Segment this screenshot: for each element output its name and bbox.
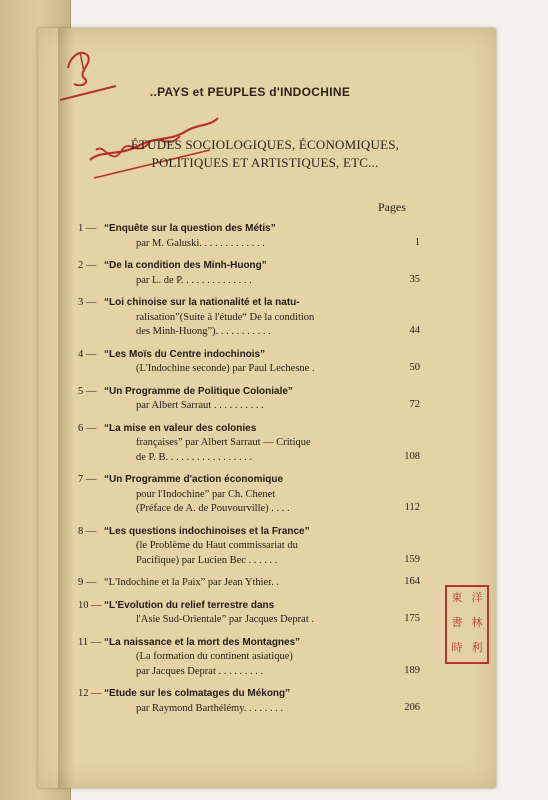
toc-entry-line: l'Asie Sud-Orientale” par Jacques Deprat . — [136, 614, 314, 625]
subtitle — [100, 136, 430, 172]
toc-entry-number: 4 — — [78, 348, 97, 360]
toc-entry-line: par Raymond Barthélémy. . . . . . . . — [136, 702, 284, 714]
toc-entry-title: “Un Programme d'action économique — [104, 474, 284, 485]
toc-entry-number: 7 — — [78, 474, 97, 485]
stamp-glyph: 東 — [451, 592, 463, 604]
toc-entry-line: (Préface de A. de Pouvourville) . . . . — [136, 503, 290, 514]
toc-entry-line: de P. B. . . . . . . . . . . . . . . . . — [136, 451, 253, 463]
toc-page-number: 206 — [404, 701, 420, 713]
toc-entry-number: 3 — — [78, 297, 97, 308]
toc-page-number: 35 — [409, 273, 420, 285]
toc-entry-line: par M. Galuski. . . . . . . . . . . . . — [136, 237, 265, 249]
toc-page-number: 189 — [404, 664, 420, 676]
toc-entry-title: “De la condition des Minh-Huong” — [104, 260, 267, 271]
toc-entry-line: (le Problème du Haut commissariat du — [136, 540, 298, 551]
toc-entry-number: 8 — — [78, 525, 97, 537]
stamp-glyph: 書 — [451, 617, 463, 629]
toc-entry-title: “L'Evolution du relief terrestre dans — [104, 599, 275, 611]
toc-entry-line: ralisation”(Suite à l'étude“ De la condition — [136, 311, 315, 323]
toc-entry-title: “Etude sur les colmatages du Mékong” — [104, 688, 291, 699]
toc-entry-line: par Albert Sarraut . . . . . . . . . . — [136, 400, 264, 411]
toc-page-number: 164 — [404, 576, 420, 587]
toc-entry-title: “Les questions indochinoises et la France” — [104, 525, 310, 537]
stamp-glyph: 利 — [471, 642, 483, 654]
stamp-glyph: 洋 — [471, 592, 483, 604]
toc-page-number: 175 — [404, 613, 420, 624]
toc-entry-title: “Enquête sur la question des Métis” — [104, 223, 276, 234]
stamp-glyph: 時 — [451, 642, 463, 654]
toc-entry-line: par Jacques Deprat . . . . . . . . . — [136, 665, 264, 677]
toc-page-number: 108 — [404, 450, 420, 462]
toc-entry-number: 10 — — [78, 599, 102, 611]
toc-entry-number: 11 — — [78, 636, 102, 648]
toc-entry-number: 2 — — [78, 260, 97, 271]
subtitle-line-1: ÉTUDES SOCIOLOGIQUES, ÉCONOMIQUES, — [130, 137, 400, 152]
toc-entry-title: “L'Indochine et la Paix” par Jean Ythier. . — [104, 577, 279, 588]
toc-entry-title: “Loi chinoise sur la nationalité et la natu- — [104, 297, 300, 308]
red-seal-stamp — [445, 585, 489, 664]
toc-entry-line: (La formation du continent asiatique) — [136, 651, 293, 662]
toc-page-number: 72 — [409, 399, 420, 410]
toc-entry-line: pour l'Indochine” par Ch. Chenet — [136, 488, 276, 500]
toc-page-number: 159 — [404, 553, 420, 565]
toc-entry-number: 12 — — [78, 688, 102, 699]
toc-entry-number: 9 — — [78, 577, 97, 588]
toc-entry-line: (L'Indochine seconde) par Paul Lechesne . — [136, 363, 315, 374]
toc-page-number: 44 — [409, 325, 420, 336]
toc-entry-title: “La naissance et la mort des Montagnes” — [104, 636, 301, 648]
pages-column-label: Pages — [378, 200, 406, 214]
toc-entry-line: par L. de P. . . . . . . . . . . . . . — [136, 274, 252, 286]
series-title: ..PAYS et PEUPLES d'INDOCHINE — [149, 85, 351, 99]
toc-entry-number: 1 — — [78, 223, 97, 234]
stamp-glyph: 林 — [471, 617, 483, 629]
toc-entry-title: “La mise en valeur des colonies — [104, 422, 257, 434]
toc-entry-title: “Un Programme de Politique Coloniale” — [104, 385, 293, 397]
toc-entry-line: des Minh-Huong”). . . . . . . . . . . — [136, 326, 271, 337]
toc-entry-number: 5 — — [78, 385, 97, 397]
toc-entry-line: françaises” par Albert Sarraut — Critique — [136, 437, 311, 448]
toc-entry-title: “Les Moïs du Centre indochinois” — [104, 348, 266, 360]
toc-entry-number: 6 — — [78, 422, 97, 434]
toc-page-number: 50 — [409, 362, 420, 373]
toc-page-number: 112 — [404, 502, 420, 513]
toc-entry-line: Pacifique) par Lucien Bec . . . . . . — [136, 554, 278, 566]
subtitle-line-2: POLITIQUES ET ARTISTIQUES, ETC... — [151, 155, 379, 170]
toc-page-number: 1 — [414, 236, 420, 248]
